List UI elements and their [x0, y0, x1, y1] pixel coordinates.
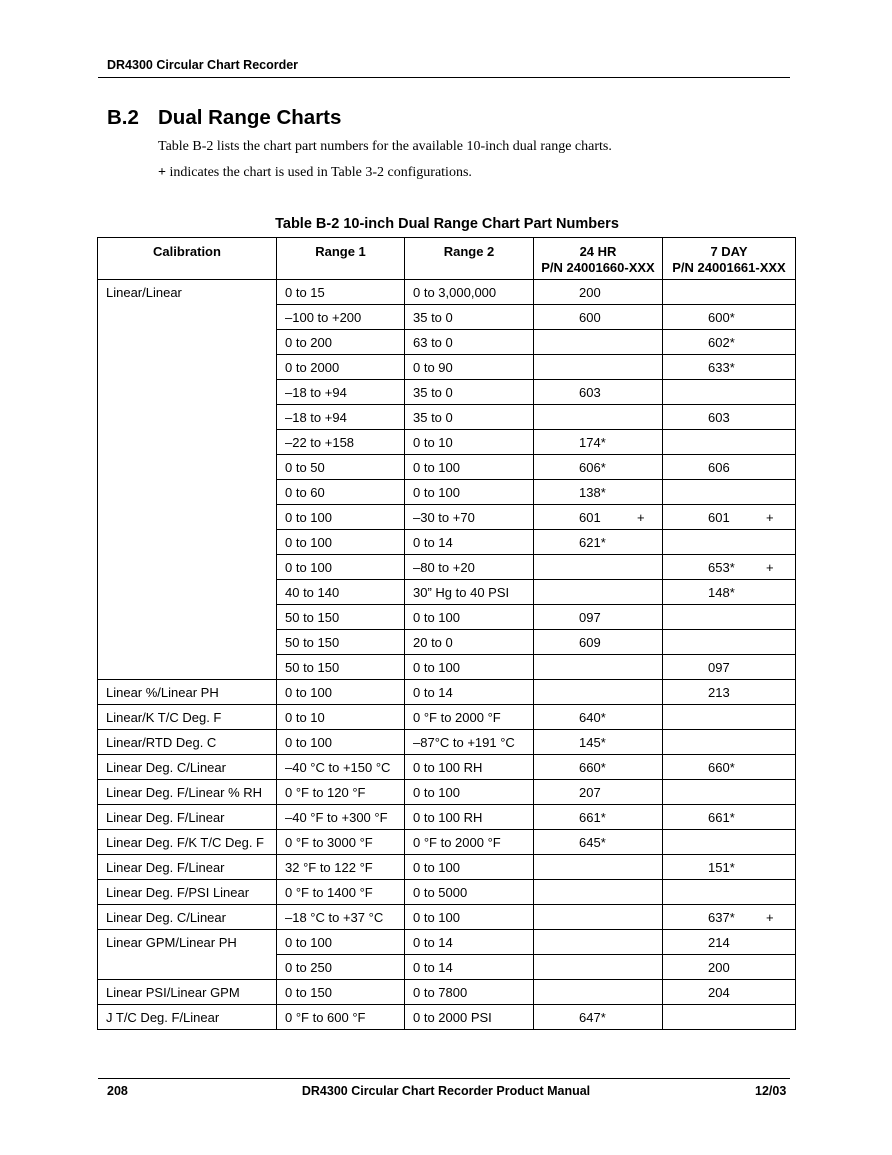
- part-number: 606: [708, 460, 730, 475]
- range-1-cell: 0 to 100: [277, 930, 405, 955]
- 24hr-part-cell: [534, 905, 663, 930]
- part-number: 097: [579, 610, 601, 625]
- table-row: [98, 330, 796, 355]
- 7day-part-cell: [663, 505, 796, 530]
- 7day-part-cell: [663, 705, 796, 730]
- 24hr-part-cell: [534, 930, 663, 955]
- section-heading: [107, 106, 341, 130]
- 24hr-part-cell: [534, 880, 663, 905]
- range-2-cell: 0 to 5000: [405, 880, 534, 905]
- part-number: 653*: [708, 560, 735, 575]
- table-row: [98, 730, 796, 755]
- 7day-part-cell: [663, 980, 796, 1005]
- table-row: [98, 280, 796, 305]
- calibration-cell: Linear Deg. F/PSI Linear: [98, 880, 277, 905]
- table-body: [98, 280, 796, 1030]
- table-row: [98, 955, 796, 980]
- range-1-cell: 0 °F to 600 °F: [277, 1005, 405, 1030]
- range-1-cell: 0 to 100: [277, 680, 405, 705]
- 7day-part-cell: [663, 530, 796, 555]
- range-1-cell: 0 to 100: [277, 505, 405, 530]
- calibration-cell: Linear GPM/Linear PH: [98, 930, 277, 955]
- 7day-part-cell: [663, 280, 796, 305]
- table-row: [98, 530, 796, 555]
- part-number: 660*: [579, 760, 606, 775]
- 7day-part-cell: [663, 955, 796, 980]
- range-1-cell: –22 to +158: [277, 430, 405, 455]
- table-row: [98, 580, 796, 605]
- table-row: [98, 655, 796, 680]
- part-number: 601: [708, 510, 730, 525]
- header-range-1: Range 1: [277, 238, 405, 280]
- part-number: 214: [708, 935, 730, 950]
- 24hr-part-cell: [534, 305, 663, 330]
- part-number: 633*: [708, 360, 735, 375]
- 7day-part-cell: [663, 605, 796, 630]
- plus-note: [158, 165, 472, 181]
- range-2-cell: 0 to 100 RH: [405, 805, 534, 830]
- 24hr-part-cell: [534, 630, 663, 655]
- header-range-2: Range 2: [405, 238, 534, 280]
- table-caption: Table B-2 10-inch Dual Range Chart Part Numbers: [275, 216, 619, 232]
- part-number: 603: [579, 385, 601, 400]
- 7day-part-cell: [663, 730, 796, 755]
- intro-paragraph: Table B-2 lists the chart part numbers for the available 10-inch dual range charts.: [158, 139, 612, 154]
- range-2-cell: 0 to 14: [405, 930, 534, 955]
- part-number: 647*: [579, 1010, 606, 1025]
- 7day-part-cell: [663, 405, 796, 430]
- header-24hr: [534, 238, 663, 280]
- section-title: Dual Range Charts: [158, 106, 342, 129]
- part-number: 621*: [579, 535, 606, 550]
- 24hr-part-cell: [534, 330, 663, 355]
- range-2-cell: –30 to +70: [405, 505, 534, 530]
- table-row: [98, 505, 796, 530]
- 24hr-part-cell: [534, 830, 663, 855]
- part-number: 200: [708, 960, 730, 975]
- part-number: 200: [579, 285, 601, 300]
- calibration-cell: Linear/RTD Deg. C: [98, 730, 277, 755]
- 24hr-part-cell: [534, 780, 663, 805]
- table-row: [98, 805, 796, 830]
- table-row: [98, 980, 796, 1005]
- range-1-cell: 0 to 200: [277, 330, 405, 355]
- range-2-cell: 0 to 100: [405, 855, 534, 880]
- table-row: [98, 630, 796, 655]
- calibration-cell: [98, 480, 277, 505]
- calibration-cell: J T/C Deg. F/Linear: [98, 1005, 277, 1030]
- range-2-cell: 0 to 100: [405, 605, 534, 630]
- table-row: [98, 905, 796, 930]
- 24hr-part-cell: [534, 430, 663, 455]
- range-2-cell: 0 to 100: [405, 655, 534, 680]
- plus-marker: +: [766, 560, 774, 575]
- 24hr-part-cell: [534, 755, 663, 780]
- plus-note-text: indicates the chart is used in Table 3-2 configurations.: [165, 165, 472, 180]
- table-row: [98, 680, 796, 705]
- range-1-cell: –18 to +94: [277, 380, 405, 405]
- part-number: 174*: [579, 435, 606, 450]
- calibration-cell: Linear PSI/Linear GPM: [98, 980, 277, 1005]
- 24hr-part-cell: [534, 355, 663, 380]
- running-header: DR4300 Circular Chart Recorder: [107, 58, 299, 72]
- part-number: 600*: [708, 310, 735, 325]
- range-2-cell: 0 to 7800: [405, 980, 534, 1005]
- 7day-part-cell: [663, 480, 796, 505]
- table-row: [98, 880, 796, 905]
- header-7day-pn: P/N 24001661-XXX: [672, 260, 786, 275]
- part-number: 204: [708, 985, 730, 1000]
- range-1-cell: –18 to +94: [277, 405, 405, 430]
- table-row: [98, 705, 796, 730]
- range-2-cell: 0 to 14: [405, 530, 534, 555]
- range-2-cell: 0 to 90: [405, 355, 534, 380]
- 24hr-part-cell: [534, 655, 663, 680]
- header-calibration: Calibration: [98, 238, 277, 280]
- range-1-cell: 40 to 140: [277, 580, 405, 605]
- footer-title: DR4300 Circular Chart Recorder Product Manual: [301, 1084, 591, 1098]
- table-row: [98, 830, 796, 855]
- range-2-cell: 0 to 2000 PSI: [405, 1005, 534, 1030]
- calibration-cell: [98, 455, 277, 480]
- table-row: [98, 355, 796, 380]
- calibration-cell: [98, 330, 277, 355]
- 7day-part-cell: [663, 830, 796, 855]
- range-2-cell: 0 to 3,000,000: [405, 280, 534, 305]
- range-2-cell: 35 to 0: [405, 405, 534, 430]
- range-1-cell: 0 to 10: [277, 705, 405, 730]
- 24hr-part-cell: [534, 505, 663, 530]
- 7day-part-cell: [663, 755, 796, 780]
- table-row: [98, 305, 796, 330]
- calibration-cell: Linear %/Linear PH: [98, 680, 277, 705]
- 7day-part-cell: [663, 780, 796, 805]
- calibration-cell: [98, 555, 277, 580]
- 24hr-part-cell: [534, 480, 663, 505]
- part-number: 609: [579, 635, 601, 650]
- table-row: [98, 930, 796, 955]
- table-row: [98, 780, 796, 805]
- part-number: 601: [579, 510, 601, 525]
- calibration-cell: [98, 655, 277, 680]
- range-2-cell: 63 to 0: [405, 330, 534, 355]
- 7day-part-cell: [663, 880, 796, 905]
- 24hr-part-cell: [534, 280, 663, 305]
- range-1-cell: 0 to 100: [277, 530, 405, 555]
- range-1-cell: 50 to 150: [277, 605, 405, 630]
- part-number: 640*: [579, 710, 606, 725]
- 24hr-part-cell: [534, 530, 663, 555]
- 7day-part-cell: [663, 680, 796, 705]
- range-2-cell: 35 to 0: [405, 380, 534, 405]
- range-2-cell: 0 °F to 2000 °F: [405, 705, 534, 730]
- calibration-cell: [98, 505, 277, 530]
- range-1-cell: –40 °F to +300 °F: [277, 805, 405, 830]
- range-1-cell: 0 to 2000: [277, 355, 405, 380]
- calibration-cell: [98, 530, 277, 555]
- 7day-part-cell: [663, 380, 796, 405]
- table-header-row: [98, 238, 796, 280]
- table-row: [98, 1005, 796, 1030]
- range-2-cell: 0 to 14: [405, 955, 534, 980]
- 24hr-part-cell: [534, 680, 663, 705]
- range-1-cell: 0 to 15: [277, 280, 405, 305]
- calibration-cell: Linear Deg. F/Linear % RH: [98, 780, 277, 805]
- range-1-cell: 50 to 150: [277, 655, 405, 680]
- table-row: [98, 430, 796, 455]
- table-row: [98, 605, 796, 630]
- 24hr-part-cell: [534, 855, 663, 880]
- part-number: 097: [708, 660, 730, 675]
- part-number: 606*: [579, 460, 606, 475]
- header-24hr-pn: P/N 24001660-XXX: [541, 260, 655, 275]
- calibration-cell: Linear Deg. C/Linear: [98, 905, 277, 930]
- calibration-cell: [98, 605, 277, 630]
- calibration-cell: [98, 355, 277, 380]
- part-number: 138*: [579, 485, 606, 500]
- range-1-cell: 0 to 250: [277, 955, 405, 980]
- range-2-cell: 20 to 0: [405, 630, 534, 655]
- 7day-part-cell: [663, 355, 796, 380]
- table-row: [98, 455, 796, 480]
- part-numbers-table: [97, 237, 796, 1030]
- range-1-cell: 50 to 150: [277, 630, 405, 655]
- 24hr-part-cell: [534, 1005, 663, 1030]
- calibration-cell: [98, 380, 277, 405]
- range-1-cell: 0 °F to 3000 °F: [277, 830, 405, 855]
- table-row: [98, 855, 796, 880]
- range-1-cell: –18 °C to +37 °C: [277, 905, 405, 930]
- 7day-part-cell: [663, 555, 796, 580]
- 7day-part-cell: [663, 330, 796, 355]
- calibration-cell: Linear Deg. C/Linear: [98, 755, 277, 780]
- table-row: [98, 555, 796, 580]
- range-2-cell: 30” Hg to 40 PSI: [405, 580, 534, 605]
- plus-marker: +: [766, 910, 774, 925]
- 24hr-part-cell: [534, 980, 663, 1005]
- calibration-cell: [98, 430, 277, 455]
- calibration-cell: Linear/Linear: [98, 280, 277, 305]
- range-2-cell: 0 to 100 RH: [405, 755, 534, 780]
- part-number: 600: [579, 310, 601, 325]
- 7day-part-cell: [663, 455, 796, 480]
- footer-rule: [98, 1078, 790, 1079]
- part-number: 660*: [708, 760, 735, 775]
- range-2-cell: 0 to 10: [405, 430, 534, 455]
- part-number: 207: [579, 785, 601, 800]
- part-number: 148*: [708, 585, 735, 600]
- range-1-cell: 0 °F to 120 °F: [277, 780, 405, 805]
- table-row: [98, 480, 796, 505]
- 24hr-part-cell: [534, 555, 663, 580]
- table-row: [98, 405, 796, 430]
- calibration-cell: [98, 305, 277, 330]
- 24hr-part-cell: [534, 605, 663, 630]
- section-number: B.2: [107, 106, 139, 129]
- range-1-cell: 0 °F to 1400 °F: [277, 880, 405, 905]
- 7day-part-cell: [663, 855, 796, 880]
- range-2-cell: 0 °F to 2000 °F: [405, 830, 534, 855]
- calibration-cell: Linear Deg. F/Linear: [98, 855, 277, 880]
- 7day-part-cell: [663, 630, 796, 655]
- header-7day: [663, 238, 796, 280]
- header-7day-label: 7 DAY: [710, 244, 748, 259]
- header-rule: [98, 77, 790, 78]
- part-number: 151*: [708, 860, 735, 875]
- table-row: [98, 755, 796, 780]
- calibration-cell: [98, 580, 277, 605]
- range-1-cell: 0 to 60: [277, 480, 405, 505]
- 24hr-part-cell: [534, 580, 663, 605]
- 7day-part-cell: [663, 305, 796, 330]
- 24hr-part-cell: [534, 730, 663, 755]
- range-1-cell: 0 to 50: [277, 455, 405, 480]
- calibration-cell: Linear Deg. F/K T/C Deg. F: [98, 830, 277, 855]
- plus-marker: +: [637, 510, 645, 525]
- range-2-cell: 35 to 0: [405, 305, 534, 330]
- range-2-cell: 0 to 100: [405, 780, 534, 805]
- table-row: [98, 380, 796, 405]
- range-1-cell: 0 to 100: [277, 555, 405, 580]
- calibration-cell: [98, 405, 277, 430]
- 7day-part-cell: [663, 430, 796, 455]
- 7day-part-cell: [663, 905, 796, 930]
- range-1-cell: –40 °C to +150 °C: [277, 755, 405, 780]
- range-2-cell: 0 to 100: [405, 905, 534, 930]
- calibration-cell: Linear Deg. F/Linear: [98, 805, 277, 830]
- 7day-part-cell: [663, 930, 796, 955]
- range-2-cell: 0 to 100: [405, 480, 534, 505]
- 24hr-part-cell: [534, 455, 663, 480]
- range-2-cell: 0 to 100: [405, 455, 534, 480]
- 7day-part-cell: [663, 580, 796, 605]
- part-number: 603: [708, 410, 730, 425]
- page-number: 208: [107, 1084, 128, 1098]
- 24hr-part-cell: [534, 705, 663, 730]
- calibration-cell: Linear/K T/C Deg. F: [98, 705, 277, 730]
- calibration-cell: [98, 630, 277, 655]
- part-number: 602*: [708, 335, 735, 350]
- 7day-part-cell: [663, 805, 796, 830]
- header-24hr-label: 24 HR: [579, 244, 617, 259]
- range-1-cell: 32 °F to 122 °F: [277, 855, 405, 880]
- 24hr-part-cell: [534, 405, 663, 430]
- footer-date: 12/03: [755, 1084, 787, 1098]
- calibration-cell: [98, 955, 277, 980]
- 24hr-part-cell: [534, 955, 663, 980]
- range-1-cell: 0 to 150: [277, 980, 405, 1005]
- part-number: 661*: [579, 810, 606, 825]
- range-1-cell: 0 to 100: [277, 730, 405, 755]
- 7day-part-cell: [663, 655, 796, 680]
- part-number: 145*: [579, 735, 606, 750]
- range-2-cell: –80 to +20: [405, 555, 534, 580]
- range-2-cell: 0 to 14: [405, 680, 534, 705]
- plus-marker: +: [766, 510, 774, 525]
- part-number: 637*: [708, 910, 735, 925]
- part-number: 645*: [579, 835, 606, 850]
- part-number: 661*: [708, 810, 735, 825]
- 24hr-part-cell: [534, 380, 663, 405]
- 24hr-part-cell: [534, 805, 663, 830]
- 7day-part-cell: [663, 1005, 796, 1030]
- part-number: 213: [708, 685, 730, 700]
- plus-symbol: +: [158, 165, 166, 180]
- range-2-cell: –87°C to +191 °C: [405, 730, 534, 755]
- range-1-cell: –100 to +200: [277, 305, 405, 330]
